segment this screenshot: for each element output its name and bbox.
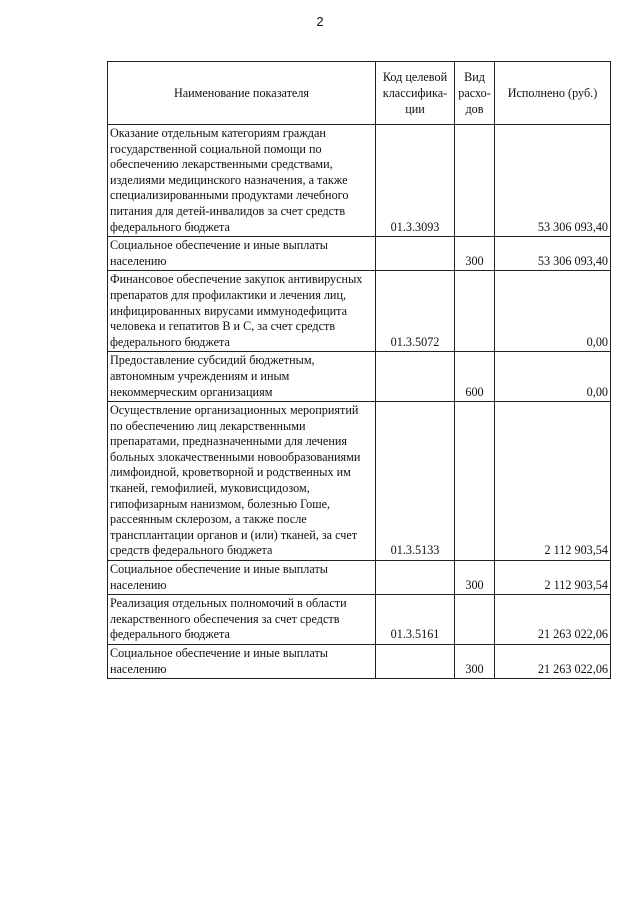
header-target-code: Код целевой классифика-ции: [376, 62, 455, 125]
table-row: [108, 271, 611, 352]
expense-kind-cell: 300: [455, 237, 495, 271]
executed-amount-cell: 53 306 093,40: [495, 237, 611, 271]
indicator-name-cell: Осуществление организационных мероприятий по обеспечению лиц лекарственными препаратами, предназначенными для лечения больных злокачественными новообразованиями лимфоидной, кроветворной и родственных им тканей, гемофилией, муковисцидозом, гипофизарным нанизмом, болезнью Гоше, рассеянным склерозом, а также после трансплантации органов и (или) тканей, за счет средств федерального бюджета: [108, 402, 376, 561]
indicator-name-cell: Социальное обеспечение и иные выплаты населению: [108, 645, 376, 679]
target-code-cell: 01.3.3093: [376, 125, 455, 237]
expenditure-table: [107, 61, 611, 679]
target-code-cell: 01.3.5133: [376, 402, 455, 561]
executed-amount-cell: 21 263 022,06: [495, 645, 611, 679]
indicator-name-cell: Социальное обеспечение и иные выплаты населению: [108, 561, 376, 595]
header-executed-amount: Исполнено (руб.): [495, 62, 611, 125]
executed-amount-cell: 0,00: [495, 352, 611, 402]
page-number: 2: [316, 14, 324, 29]
executed-amount-cell: 0,00: [495, 271, 611, 352]
executed-amount-cell: 53 306 093,40: [495, 125, 611, 237]
indicator-name-cell: Предоставление субсидий бюджетным, автономным учреждениям и иным некоммерческим организациям: [108, 352, 376, 402]
expense-kind-cell: [455, 125, 495, 237]
table-row: [108, 402, 611, 561]
header-indicator-name: Наименование показателя: [108, 62, 376, 125]
expense-kind-cell: 300: [455, 645, 495, 679]
expense-kind-cell: 300: [455, 561, 495, 595]
expense-kind-cell: 600: [455, 352, 495, 402]
table-row: [108, 237, 611, 271]
table-header-row: [108, 62, 611, 125]
indicator-name-cell: Реализация отдельных полномочий в области лекарственного обеспечения за счет средств федерального бюджета: [108, 595, 376, 645]
target-code-cell: 01.3.5161: [376, 595, 455, 645]
target-code-cell: [376, 352, 455, 402]
expense-kind-cell: [455, 595, 495, 645]
target-code-cell: [376, 561, 455, 595]
target-code-cell: [376, 237, 455, 271]
table-row: [108, 125, 611, 237]
executed-amount-cell: 21 263 022,06: [495, 595, 611, 645]
executed-amount-cell: 2 112 903,54: [495, 402, 611, 561]
table-row: [108, 645, 611, 679]
target-code-cell: 01.3.5072: [376, 271, 455, 352]
indicator-name-cell: Оказание отдельным категориям граждан государственной социальной помощи по обеспечению лекарственными средствами, изделиями медицинского назначения, а также специализированными продуктами лечебного питания для детей-инвалидов за счет средств федерального бюджета: [108, 125, 376, 237]
table-body: [108, 125, 611, 679]
header-expense-kind: Вид расхо-дов: [455, 62, 495, 125]
table-row: [108, 595, 611, 645]
target-code-cell: [376, 645, 455, 679]
indicator-name-cell: Социальное обеспечение и иные выплаты населению: [108, 237, 376, 271]
table-row: [108, 561, 611, 595]
table-row: [108, 352, 611, 402]
expense-kind-cell: [455, 402, 495, 561]
expense-kind-cell: [455, 271, 495, 352]
executed-amount-cell: 2 112 903,54: [495, 561, 611, 595]
indicator-name-cell: Финансовое обеспечение закупок антивирусных препаратов для профилактики и лечения лиц, инфицированных вирусами иммунодефицита человека и гепатитов В и С, за счет средств федерального бюджета: [108, 271, 376, 352]
